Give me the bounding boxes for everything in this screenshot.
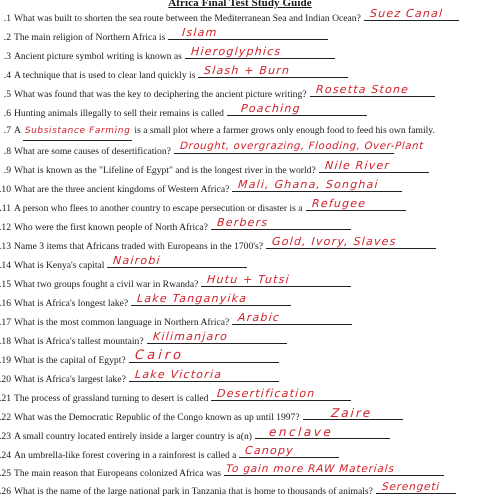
answer-blank[interactable] bbox=[147, 331, 287, 344]
question-number: 9. bbox=[3, 165, 11, 176]
handwritten-answer: Islam bbox=[181, 26, 219, 39]
question-text: What are some causes of desertification? bbox=[14, 146, 171, 157]
question-item bbox=[0, 445, 339, 463]
handwritten-answer: Mali, Ghana, Songhai bbox=[237, 178, 380, 191]
question-text: The main reason that Europeans colonized Africa was bbox=[14, 468, 221, 479]
handwritten-answer: Desertification bbox=[217, 387, 317, 400]
handwritten-answer: enclave bbox=[268, 425, 334, 439]
answer-blank[interactable] bbox=[168, 27, 328, 40]
handwritten-answer: Nile River bbox=[324, 159, 391, 172]
question-number: 18 bbox=[1, 336, 11, 347]
question-item bbox=[0, 426, 390, 444]
answer-blank[interactable] bbox=[376, 481, 456, 494]
question-text-after: is a small plot where a farmer grows only enough food to feed his own family. bbox=[134, 125, 435, 136]
question-item bbox=[0, 255, 247, 273]
question-number: 1. bbox=[3, 13, 11, 24]
handwritten-answer: Subsistance Farming bbox=[24, 126, 131, 136]
question-number: 15 bbox=[1, 279, 11, 290]
answer-blank[interactable] bbox=[23, 122, 133, 141]
question-text: What is Africa's tallest mountain? bbox=[14, 336, 144, 347]
answer-blank[interactable] bbox=[201, 274, 351, 287]
question-text: What was the Democratic Republic of the Congo known as up until 1997? bbox=[14, 412, 300, 423]
question-item bbox=[0, 407, 403, 425]
question-number: 19 bbox=[1, 355, 11, 366]
question-item bbox=[0, 46, 335, 64]
handwritten-answer: Drought, overgrazing, Flooding, Over-Plant bbox=[179, 141, 424, 152]
answer-blank[interactable] bbox=[239, 445, 339, 458]
question-item bbox=[0, 65, 348, 83]
question-number: 4. bbox=[3, 70, 11, 81]
question-number: 25 bbox=[1, 468, 11, 479]
question-number: 17 bbox=[1, 317, 11, 328]
question-item bbox=[0, 27, 328, 45]
question-text: What is the name of the large national park in Tanzania that is home to thousands of animals? bbox=[14, 486, 373, 497]
question-text: What is Africa's largest lake? bbox=[14, 374, 126, 385]
answer-blank[interactable] bbox=[174, 141, 424, 154]
question-item bbox=[0, 274, 351, 292]
document-title: Africa Final Test Study Guide bbox=[168, 0, 312, 9]
handwritten-answer: Berbers bbox=[216, 216, 269, 229]
question-text: What was built to shorten the sea route between the Mediterranean Sea and Indian Ocean? bbox=[14, 13, 361, 24]
answer-blank[interactable] bbox=[319, 160, 429, 173]
handwritten-answer: Lake Tanganyika bbox=[136, 292, 248, 305]
question-item bbox=[0, 179, 402, 197]
question-text: Name 3 items that Africans traded with Europeans in the 1700's? bbox=[14, 241, 263, 252]
handwritten-answer: Slash + Burn bbox=[204, 64, 292, 77]
answer-blank[interactable] bbox=[211, 388, 351, 401]
answer-blank[interactable] bbox=[185, 46, 335, 59]
question-text: What is known as the "Lifeline of Egypt" and is the longest river in the world? bbox=[14, 165, 316, 176]
handwritten-answer: Nairobi bbox=[113, 254, 162, 267]
question-item bbox=[0, 122, 435, 140]
answer-blank[interactable] bbox=[211, 217, 351, 230]
answer-blank[interactable] bbox=[129, 350, 279, 363]
handwritten-answer: Kilimanjaro bbox=[152, 330, 229, 343]
question-number: 26 bbox=[1, 486, 11, 497]
question-item bbox=[0, 236, 436, 254]
answer-blank[interactable] bbox=[310, 84, 435, 97]
question-number: 2. bbox=[3, 32, 11, 43]
answer-blank[interactable] bbox=[303, 407, 403, 420]
handwritten-answer: Hutu + Tutsi bbox=[206, 273, 291, 286]
question-number: 13 bbox=[1, 241, 11, 252]
handwritten-answer: To gain more RAW Materials bbox=[225, 463, 396, 475]
question-text: What is Africa's longest lake? bbox=[14, 298, 129, 309]
handwritten-answer: Cairo bbox=[134, 348, 185, 363]
handwritten-answer: Arabic bbox=[237, 311, 281, 324]
handwritten-answer: Rosetta Stone bbox=[315, 83, 410, 96]
question-item bbox=[0, 217, 351, 235]
question-number: 8. bbox=[3, 146, 11, 157]
question-number: 5. bbox=[3, 89, 11, 100]
question-item bbox=[0, 103, 367, 121]
question-text: Ancient picture symbol writing is known as bbox=[14, 51, 182, 62]
answer-blank[interactable] bbox=[227, 103, 367, 116]
answer-blank[interactable] bbox=[306, 198, 406, 211]
question-number: 23 bbox=[1, 431, 11, 442]
question-number: 11 bbox=[1, 203, 11, 214]
question-text: Who were the first known people of North Africa? bbox=[14, 222, 208, 233]
question-number: 16 bbox=[1, 298, 11, 309]
question-item bbox=[0, 8, 459, 26]
answer-blank[interactable] bbox=[107, 255, 247, 268]
handwritten-answer: Canopy bbox=[245, 444, 295, 457]
question-text: A technique that is used to clear land quickly is bbox=[14, 70, 196, 81]
question-text: The main religion of Northern Africa is bbox=[14, 32, 166, 43]
question-item bbox=[0, 293, 291, 311]
question-item bbox=[0, 312, 352, 330]
question-number: 10 bbox=[1, 184, 11, 195]
question-item bbox=[0, 331, 287, 349]
question-item bbox=[0, 141, 424, 159]
handwritten-answer: Hieroglyphics bbox=[190, 45, 282, 58]
answer-blank[interactable] bbox=[232, 312, 352, 325]
question-text: What is the most common language in Northern Africa? bbox=[14, 317, 230, 328]
handwritten-answer: Refugee bbox=[311, 197, 367, 210]
handwritten-answer: Serengeti bbox=[381, 481, 441, 493]
answer-blank[interactable] bbox=[232, 179, 402, 192]
question-item bbox=[0, 481, 456, 499]
question-number: 6. bbox=[3, 108, 11, 119]
answer-blank[interactable] bbox=[224, 463, 444, 476]
question-number: 7. bbox=[3, 125, 11, 136]
handwritten-answer: Poaching bbox=[240, 102, 302, 115]
question-number: 22 bbox=[1, 412, 11, 423]
handwritten-answer: Gold, Ivory, Slaves bbox=[271, 235, 397, 248]
question-item bbox=[0, 463, 444, 481]
question-text: What two groups fought a civil war in Rwanda? bbox=[14, 279, 199, 290]
handwritten-answer: Lake Victoria bbox=[134, 368, 223, 381]
handwritten-answer: Suez Canal bbox=[369, 7, 444, 20]
question-item bbox=[0, 198, 406, 216]
question-number: 24 bbox=[1, 450, 11, 461]
question-text: What was found that was the key to deciphering the ancient picture writing? bbox=[14, 89, 307, 100]
question-number: 20 bbox=[1, 374, 11, 385]
question-item bbox=[0, 369, 279, 387]
answer-blank[interactable] bbox=[364, 8, 459, 21]
question-number: 3. bbox=[3, 51, 11, 62]
answer-blank[interactable] bbox=[131, 293, 291, 306]
answer-blank[interactable] bbox=[198, 65, 348, 78]
question-item bbox=[0, 350, 279, 368]
question-text: An umbrella-like forest covering in a rainforest is called a bbox=[14, 450, 237, 461]
question-text: A small country located entirely inside a larger country is a(n) bbox=[14, 431, 252, 442]
question-number: 12 bbox=[1, 222, 11, 233]
question-text-before: A bbox=[14, 125, 21, 136]
answer-blank[interactable] bbox=[129, 369, 279, 382]
question-text: What are the three ancient kingdoms of Western Africa? bbox=[14, 184, 230, 195]
handwritten-answer: Zaire bbox=[330, 406, 373, 420]
answer-blank[interactable] bbox=[255, 426, 390, 439]
question-text: What is Kenya's capital bbox=[14, 260, 105, 271]
question-text: A person who flees to another country to escape persecution or disaster is a bbox=[14, 203, 303, 214]
question-number: 14 bbox=[1, 260, 11, 271]
question-text: The process of grassland turning to desert is called bbox=[14, 393, 209, 404]
question-item bbox=[0, 388, 351, 406]
answer-blank[interactable] bbox=[266, 236, 436, 249]
question-number: 21 bbox=[1, 393, 11, 404]
question-text: Hunting animals illegally to sell their remains is called bbox=[14, 108, 224, 119]
question-item bbox=[0, 84, 435, 102]
question-item bbox=[0, 160, 429, 178]
question-text: What is the capital of Egypt? bbox=[14, 355, 126, 366]
